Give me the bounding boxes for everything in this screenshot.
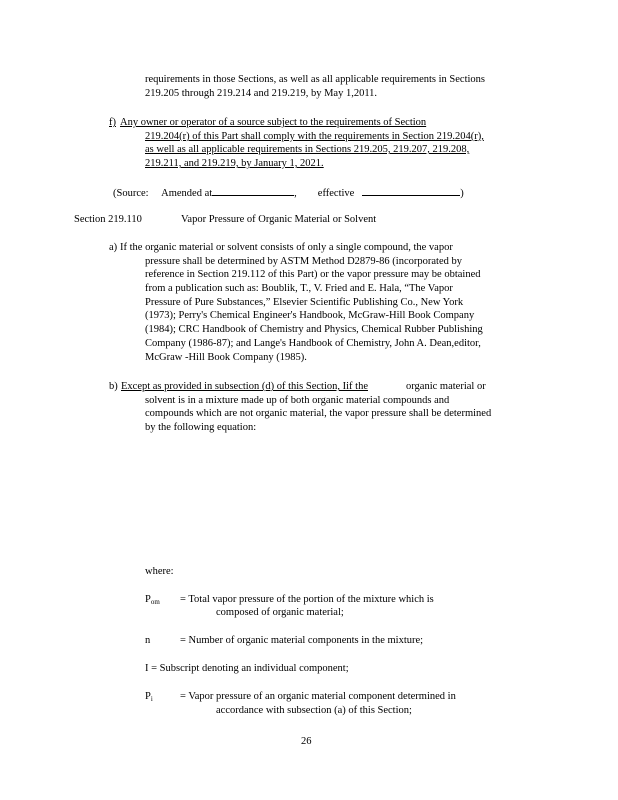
intro-line-1: requirements in those Sections, as well as all applicable requirements in Sections [145,74,485,85]
item-a-line-8: Company (1986-87); and Lange's Handbook of Chemistry, John A. Dean,editor, [145,338,481,349]
item-a-line-7: (1984); CRC Handbook of Chemistry and Physics, Chemical Rubber Publishing [145,324,483,335]
item-b-line-1-underlined: Except as provided in subsection (d) of this Section, Iif the [121,381,368,392]
item-a-line-1: If the organic material or solvent consists of only a single compound, the vapor [120,242,453,253]
item-f-line-1: Any owner or operator of a source subject to the requirements of Section [120,117,427,128]
item-a-line-2: pressure shall be determined by ASTM Method D2879-86 (incorporated by [145,256,462,267]
intro-line-2: 219.205 through 219.214 and 219.219, by May 1,2011. [145,88,378,99]
page-number: 26 [301,736,312,747]
source-note [113,185,464,201]
item-a-line-5: Pressure of Pure Substances,” Elsevier Scientific Publishing Co., New York [145,297,464,308]
item-a-line-6: (1973); Perry's Chemical Engineer's Handbook, McGraw-Hill Book Company [145,310,475,321]
effective-date-blank [362,185,460,196]
item-a-label: a) [109,242,118,253]
item-f-line-4: 219.211, and 219.219, by January 1, 2021. [145,158,324,169]
where-label: where: [145,566,174,577]
source-open: (Source: [113,188,149,199]
item-a-line-4: from a publication such as: Boublik, T., V. Fried and E. Hala, “The Vapor [145,283,453,294]
def-n-symbol: n [145,635,151,646]
item-f-line-3: as well as all applicable requirements in Sections 219.205, 219.207, 219.208, [145,144,470,155]
item-a-line-3: reference in Section 219.112 of this Part) or the vapor pressure may be obtained [145,269,481,280]
item-b-line-3: compounds which are not organic material, the vapor pressure shall be determined [145,408,492,419]
item-b-line-1-rest: organic material or [406,381,486,392]
section-number: Section 219.110 [74,214,142,225]
item-a-line-9: McGraw -Hill Book Company (1985). [145,352,307,363]
def-pi-text: = Vapor pressure of an organic material component determined in [180,691,456,702]
section-title: Vapor Pressure of Organic Material or Solvent [181,214,377,225]
item-b-line-2: solvent is in a mixture made up of both organic material compounds and [145,395,450,406]
def-pom-symbol: $P_{om}$ [145,594,160,606]
def-pi-symbol: $P_i$ [145,691,153,703]
def-n-text: = Number of organic material components in the mixture; [180,635,424,646]
source-effective: effective [317,188,355,199]
def-pom-text: = Total vapor pressure of the portion of the mixture which is [180,594,434,605]
def-pi-continued: accordance with subsection (a) of this Section; [216,705,412,716]
item-f-line-2: 219.204(r) of this Part shall comply with the requirements in Section 219.204(r), [145,131,484,142]
item-f-label: f) [109,117,116,128]
source-close: ) [460,188,464,199]
item-b-line-4: by the following equation: [145,422,257,433]
item-b-label: b) [109,381,118,392]
amended-date-blank [212,185,294,196]
source-amended: Amended at [161,188,213,199]
def-i-text: I = Subscript denoting an individual component; [145,663,349,674]
source-comma: , [294,188,297,199]
def-pom-continued: composed of organic material; [216,607,344,618]
